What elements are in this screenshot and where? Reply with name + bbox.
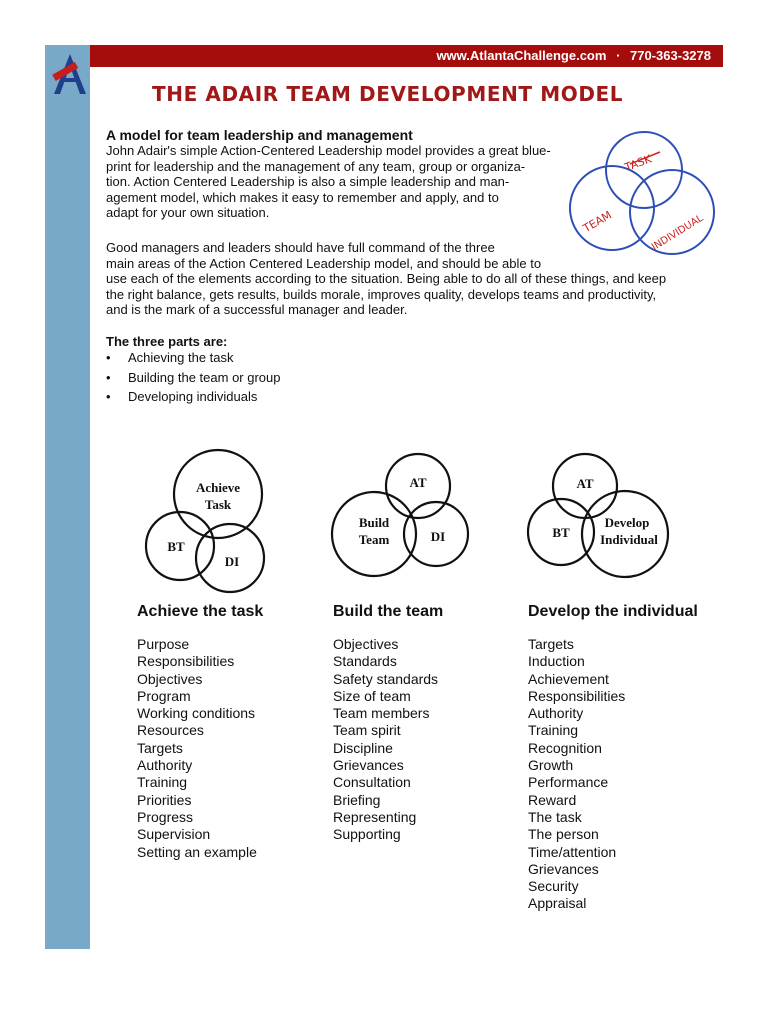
list-item: The task — [528, 808, 582, 825]
bt-label: BT — [167, 539, 185, 554]
paragraph-line: main areas of the Action Centered Leadership model, and should be able to — [106, 255, 542, 271]
list-item: Representing — [333, 808, 417, 825]
list-item: Responsibilities — [528, 687, 626, 704]
develop-individual-list — [528, 636, 625, 913]
at-label: AT — [576, 476, 594, 491]
list-item: Security — [528, 878, 579, 895]
paragraph-line: print for leadership and the management of any team, group or organiza- — [106, 158, 526, 174]
list-item: Consultation — [333, 774, 411, 791]
list-item: Standards — [333, 653, 397, 670]
achieve-task-venn — [140, 448, 270, 594]
page-title: THE ADAIR TEAM DEVELOPMENT MODEL — [152, 82, 624, 106]
list-item: Working conditions — [137, 705, 256, 722]
paragraph-line: tion. Action Centered Leadership is also a simple leadership and man- — [106, 174, 510, 190]
list-item: Team spirit — [333, 722, 401, 739]
di-label: DI — [224, 554, 240, 569]
list-item: Grievances — [528, 860, 599, 877]
individual-label: INDIVIDUAL — [649, 212, 706, 254]
header-bar — [90, 45, 723, 67]
build-team-venn — [330, 450, 478, 582]
phone-number: 770-363-3278 — [630, 48, 711, 63]
list-item: Responsibilities — [137, 653, 235, 670]
list-item: Time/attention — [528, 843, 617, 860]
task-label: TASK — [622, 152, 654, 175]
list-item: Supervision — [137, 826, 211, 843]
di-label: DI — [430, 529, 446, 544]
list-item: • Achieving the task — [106, 350, 280, 370]
contact-info — [436, 48, 711, 63]
list-item: Setting an example — [137, 843, 257, 860]
list-item: Induction — [528, 653, 585, 670]
list-item: Training — [528, 722, 579, 739]
build-team-heading: Build the team — [333, 603, 444, 620]
develop-individual-venn — [525, 450, 673, 582]
list-item: Targets — [528, 636, 574, 652]
at-label: AT — [409, 475, 427, 490]
list-item: Safety standards — [333, 670, 439, 687]
develop-label: Develop — [604, 515, 650, 530]
website-link[interactable]: www.AtlantaChallenge.com — [436, 48, 607, 63]
build-team-list — [333, 636, 438, 844]
list-item: Grievances — [333, 757, 404, 774]
paragraph-line: and is the mark of a successful manager and leader. — [106, 302, 408, 318]
list-item: Resources — [137, 722, 204, 739]
paragraph-line: use each of the elements according to the situation. Being able to do all of these things, and keep — [106, 271, 667, 287]
paragraph-line: adapt for your own situation. — [106, 205, 270, 221]
left-sidebar — [45, 45, 90, 949]
company-logo — [48, 50, 92, 96]
task-team-individual-venn — [560, 126, 720, 256]
list-item: Targets — [137, 739, 183, 756]
paragraph-line: Good managers and leaders should have full command of the three — [106, 240, 495, 255]
achieve-task-list — [137, 636, 257, 861]
develop-individual-heading: Develop the individual — [528, 603, 698, 620]
separator: · — [616, 48, 621, 63]
paragraph-line: agement model, which makes it easy to remember and apply, and to — [106, 189, 499, 205]
list-item: Program — [137, 687, 191, 704]
team-label: TEAM — [580, 208, 614, 236]
paragraph-line: the right balance, gets results, builds morale, improves quality, develops teams and productivity, — [106, 286, 657, 302]
parts-heading: The three parts are: — [106, 334, 228, 349]
list-item: Team members — [333, 705, 430, 722]
list-item: Performance — [528, 774, 609, 791]
parts-list — [106, 350, 280, 409]
list-item: Progress — [137, 808, 194, 825]
intro-heading: A model for team leadership and management — [106, 127, 413, 143]
list-item: Recognition — [528, 739, 602, 756]
list-item: Authority — [137, 757, 193, 774]
list-item: Objectives — [137, 670, 203, 687]
intro-paragraph-1 — [106, 143, 551, 221]
list-item: Reward — [528, 791, 577, 808]
achieve-label: Achieve — [195, 480, 241, 495]
list-item: • Building the team or group — [106, 370, 280, 390]
achieve-task-heading: Achieve the task — [137, 603, 264, 620]
individual-label: Individual — [600, 532, 658, 547]
list-item: Growth — [528, 757, 574, 774]
list-item: The person — [528, 826, 599, 843]
list-item: Priorities — [137, 791, 192, 808]
list-item: Purpose — [137, 636, 190, 652]
list-item: Discipline — [333, 739, 393, 756]
list-item: Training — [137, 774, 188, 791]
paragraph-line: John Adair's simple Action-Centered Leadership model provides a great blue- — [106, 143, 551, 158]
task-label: Task — [204, 497, 232, 512]
list-item: • Developing individuals — [106, 389, 280, 409]
list-item: Achievement — [528, 670, 609, 687]
list-item: Objectives — [333, 636, 399, 652]
list-item: Size of team — [333, 687, 411, 704]
list-item: Briefing — [333, 791, 381, 808]
list-item: Supporting — [333, 826, 401, 843]
team-label: Team — [358, 532, 390, 547]
bt-label: BT — [552, 525, 570, 540]
list-item: Appraisal — [528, 895, 587, 912]
build-label: Build — [358, 515, 390, 530]
list-item: Authority — [528, 705, 584, 722]
